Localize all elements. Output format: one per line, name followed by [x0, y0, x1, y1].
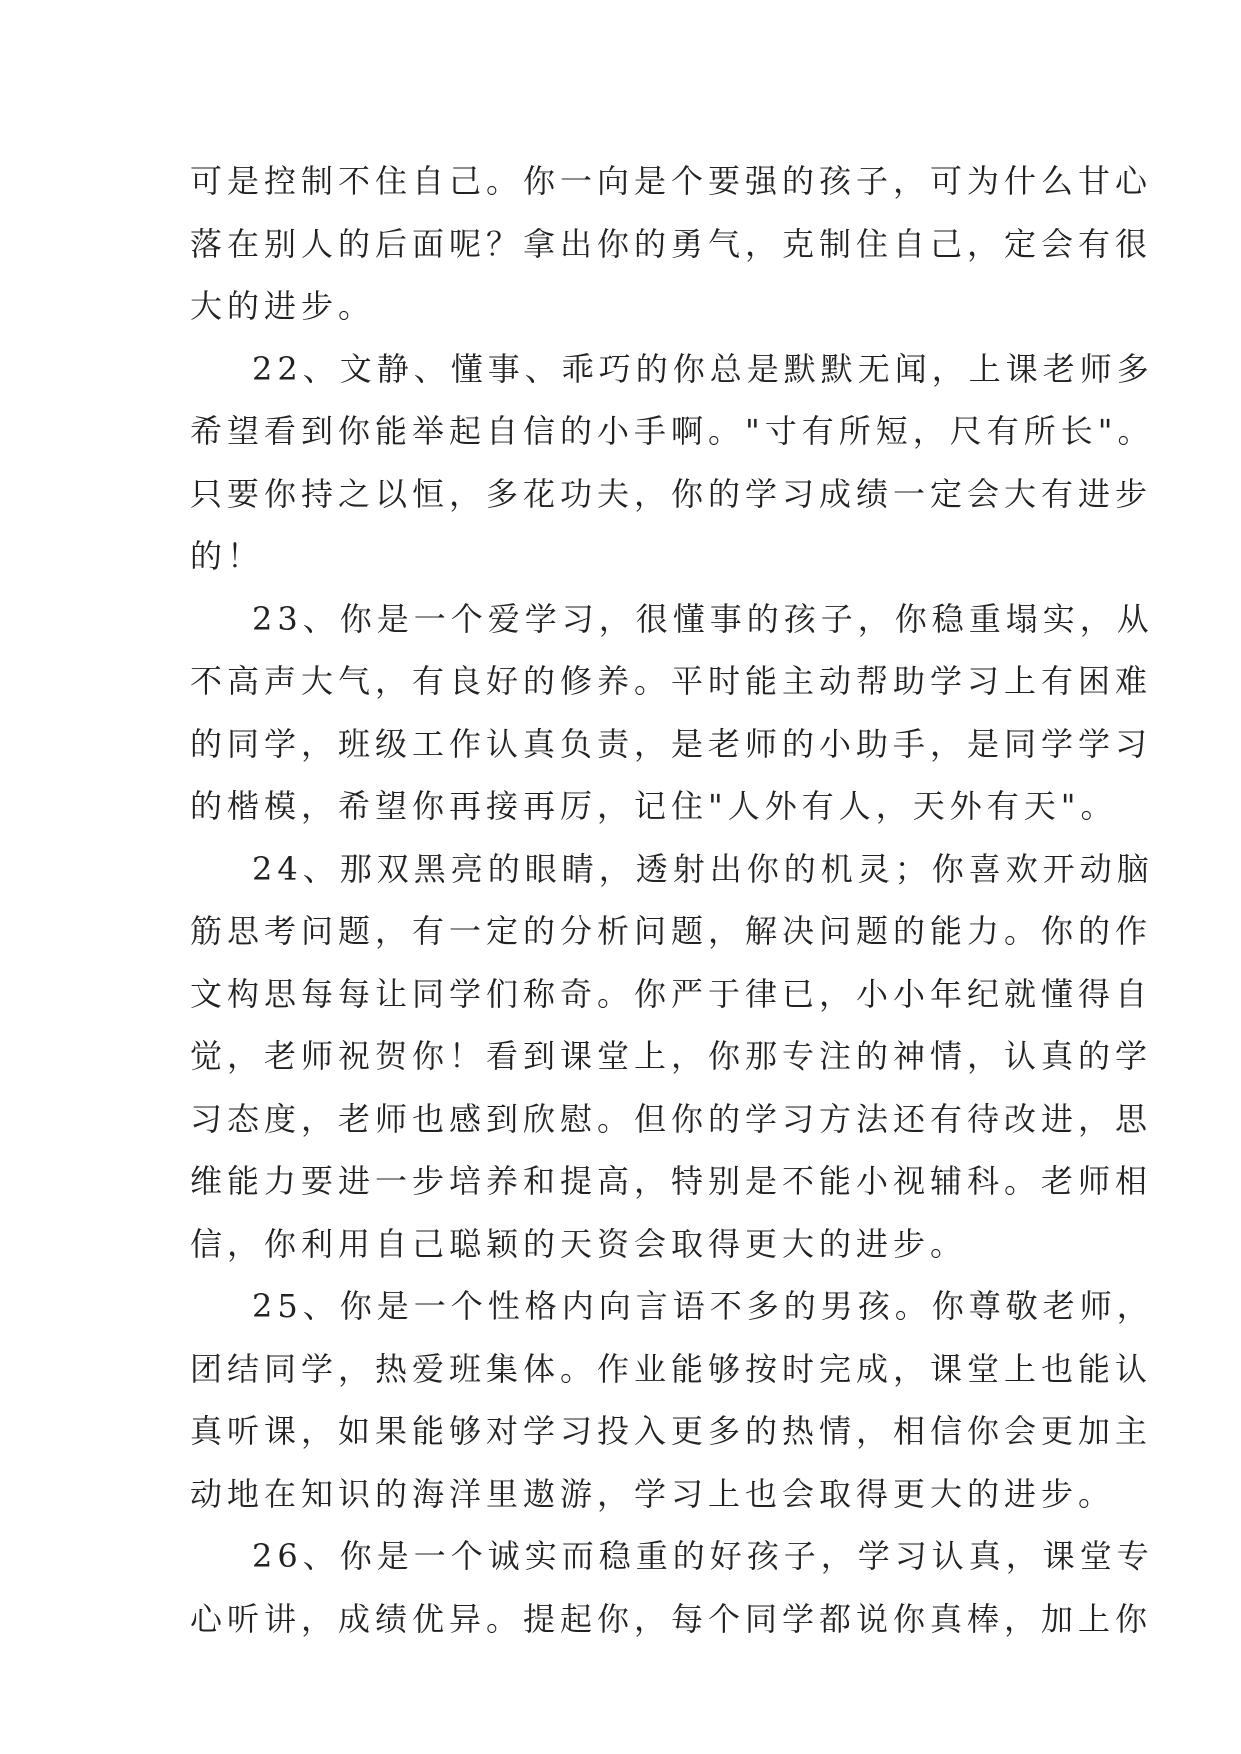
text-line: 希望看到你能举起自信的小手啊。"寸有所短，尺有所长"。 [190, 412, 1155, 450]
text-line: 习态度，老师也感到欣慰。但你的学习方法还有待改进，思 [190, 1099, 1153, 1138]
text-line: 觉，老师祝贺你！看到课堂上，你那专注的神情，认真的学 [190, 1037, 1153, 1075]
document-body [190, 150, 1155, 1650]
text-line: 22、文静、懂事、乖巧的你总是默默无闻，上课老师多 [252, 349, 1154, 388]
text-line: 落在别人的后面呢？拿出你的勇气，克制住自己，定会有很 [190, 224, 1153, 263]
paragraph-26 [190, 1525, 1154, 1650]
text-line: 25、你是一个性格内向言语不多的男孩。你尊敬老师， [252, 1287, 1154, 1325]
text-line: 信，你利用自己聪颖的天资会取得更大的进步。 [190, 1224, 968, 1263]
text-line: 真听课，如果能够对学习投入更多的热情，相信你会更加主 [190, 1412, 1153, 1450]
text-line: 维能力要进一步培养和提高，特别是不能小视辅科。老师相 [190, 1162, 1153, 1200]
paragraph-23 [190, 588, 1154, 838]
paragraph-continued [190, 150, 1153, 338]
paragraph-25 [190, 1275, 1154, 1525]
text-line: 的同学，班级工作认真负责，是老师的小助手，是同学学习 [190, 724, 1153, 763]
text-line: 心听讲，成绩优异。提起你，每个同学都说你真棒，加上你 [190, 1599, 1153, 1638]
text-line: 筋思考问题，有一定的分析问题，解决问题的能力。你的作 [190, 912, 1153, 950]
text-line: 的楷模，希望你再接再厉，记住"人外有人，天外有天"。 [190, 787, 1118, 825]
text-line: 文构思每每让同学们称奇。你严于律已，小小年纪就懂得自 [190, 974, 1153, 1013]
text-line: 23、你是一个爱学习，很懂事的孩子，你稳重塌实，从 [252, 599, 1154, 638]
paragraph-22 [190, 338, 1155, 588]
paragraph-24 [190, 838, 1154, 1276]
text-line: 大的进步。 [190, 287, 376, 325]
text-line: 团结同学，热爱班集体。作业能够按时完成，课堂上也能认 [190, 1349, 1153, 1388]
text-line: 24、那双黑亮的眼睛，透射出你的机灵；你喜欢开动脑 [252, 849, 1154, 888]
text-line: 只要你持之以恒，多花功夫，你的学习成绩一定会大有进步 [190, 474, 1153, 513]
text-line: 动地在知识的海洋里遨游，学习上也会取得更大的进步。 [190, 1474, 1116, 1513]
text-line: 26、你是一个诚实而稳重的好孩子，学习认真，课堂专 [252, 1537, 1154, 1575]
text-line: 的！ [190, 537, 265, 575]
text-line: 不高声大气，有良好的修养。平时能主动帮助学习上有困难 [190, 662, 1153, 700]
text-line: 可是控制不住自己。你一向是个要强的孩子，可为什么甘心 [190, 162, 1153, 200]
